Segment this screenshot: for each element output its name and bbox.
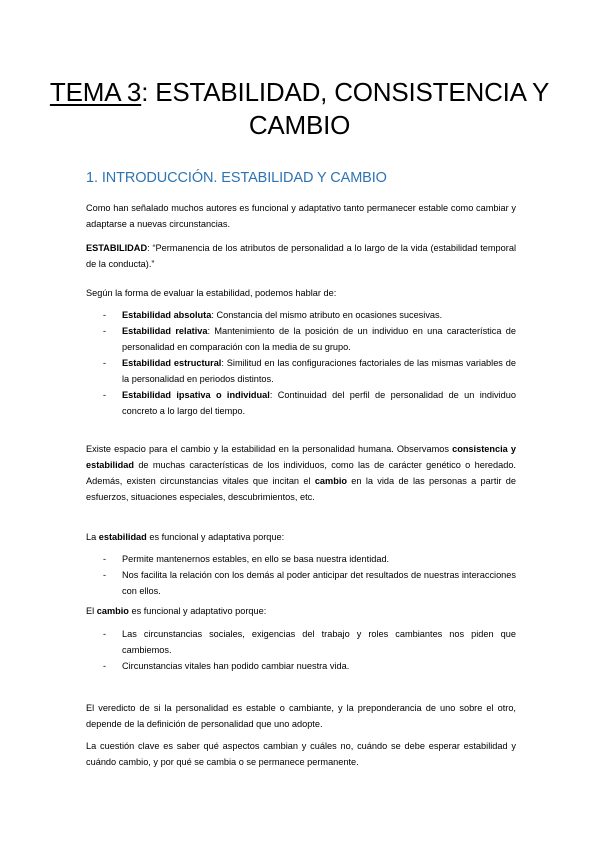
- espacio-text-2: de muchas características de los individuos, como las de carácter genético o heredado. Además, existen circunstancias vitales que incitan el: [86, 460, 516, 486]
- dash-bullet: -: [103, 358, 107, 368]
- espacio-text-1: Existe espacio para el cambio y la estabilidad en la personalidad humana. Observamos: [86, 444, 453, 454]
- list-item: [86, 387, 516, 419]
- cf-text-1: El: [86, 606, 97, 616]
- ef-text-2: es funcional y adaptativa porque:: [146, 532, 285, 542]
- tipo-text: : Mantenimiento de la posición de un individuo en una característica de personalidad en comparación con la media de su grupo.: [122, 326, 516, 352]
- intro-paragraph: Como han señalado muchos autores es funcional y adaptativo tanto permanecer estable como cambiar y adaptarse a nuevas circunstancias.: [86, 203, 516, 229]
- tipo-term: Estabilidad ipsativa o individual: [122, 390, 270, 400]
- item-text: Las circunstancias sociales, exigencias del trabajo y roles cambiantes nos piden que cambiemos.: [122, 629, 516, 655]
- section-heading: 1. INTRODUCCIÓN. ESTABILIDAD Y CAMBIO: [86, 170, 387, 186]
- list-item: [86, 626, 516, 658]
- ef-bold: estabilidad: [98, 532, 147, 542]
- tipo-text: : Similitud en las configuraciones factoriales de las mismas variables de la personalidad en periodos distintos.: [122, 358, 516, 384]
- item-text: Permite mantenernos estables, en ello se basa nuestra identidad.: [122, 554, 390, 564]
- title-tema: TEMA 3: [49, 77, 142, 107]
- cf-bold: cambio: [96, 606, 129, 616]
- dash-bullet: -: [103, 554, 107, 564]
- dash-bullet: -: [103, 326, 107, 336]
- dash-bullet: -: [103, 661, 107, 671]
- list-item: [86, 355, 516, 387]
- tipo-term: Estabilidad relativa: [122, 326, 208, 336]
- espacio-text-3: en la vida de las personas a partir de esfuerzos, situaciones especiales, descubrimientos, etc.: [86, 476, 516, 502]
- list-item: [86, 551, 516, 567]
- title-rest-line1: : ESTABILIDAD, CONSISTENCIA Y: [141, 77, 550, 107]
- estabilidad-list: [86, 551, 516, 599]
- ef-text-1: La: [86, 532, 99, 542]
- page-title: [40, 76, 559, 142]
- list-item: [86, 658, 516, 674]
- tipo-term: Estabilidad estructural: [122, 358, 222, 368]
- estabilidad-text: : “Permanencia de los atributos de personalidad a lo largo de la vida (estabilidad temporal de la conducta).”: [86, 243, 516, 269]
- list-item: [86, 567, 516, 599]
- cambio-list: [86, 626, 516, 674]
- estabilidad-definition: [86, 240, 516, 272]
- cf-text-2: es funcional y adaptativo porque:: [128, 606, 267, 616]
- tipos-list: [86, 307, 516, 419]
- dash-bullet: -: [103, 310, 107, 320]
- espacio-bold-1: consistencia y estabilidad: [86, 444, 516, 470]
- list-item: [86, 307, 516, 323]
- forma-evaluar-paragraph: Según la forma de evaluar la estabilidad, podemos hablar de:: [86, 288, 337, 298]
- dash-bullet: -: [103, 629, 107, 639]
- tipo-term: Estabilidad absoluta: [122, 310, 212, 320]
- dash-bullet: -: [103, 390, 107, 400]
- item-text: Circunstancias vitales han podido cambiar nuestra vida.: [122, 661, 350, 671]
- espacio-paragraph: [86, 441, 516, 505]
- estabilidad-term: ESTABILIDAD: [86, 243, 148, 253]
- tipo-text: : Constancia del mismo atributo en ocasiones sucesivas.: [211, 310, 443, 320]
- estabilidad-funcional-paragraph: [86, 529, 516, 545]
- cuestion-paragraph: La cuestión clave es saber qué aspectos cambian y cuáles no, cuándo se debe esperar estabilidad y cuándo cambio, y por qué se cambia o se permanece permanente.: [86, 741, 516, 767]
- title-rest-line2: CAMBIO: [248, 110, 351, 140]
- cambio-funcional-paragraph: [86, 603, 516, 619]
- list-item: [86, 323, 516, 355]
- item-text: Nos facilita la relación con los demás al poder anticipar det resultados de nuestras interacciones con ellos.: [122, 570, 516, 596]
- tipo-text: : Continuidad del perfil de personalidad de un individuo concreto a lo largo del tiempo.: [122, 390, 516, 416]
- espacio-bold-2: cambio: [314, 476, 347, 486]
- veredicto-paragraph: El veredicto de si la personalidad es estable o cambiante, y la preponderancia de uno sobre el otro, depende de la definición de personalidad que uno adopte.: [86, 703, 516, 729]
- dash-bullet: -: [103, 570, 107, 580]
